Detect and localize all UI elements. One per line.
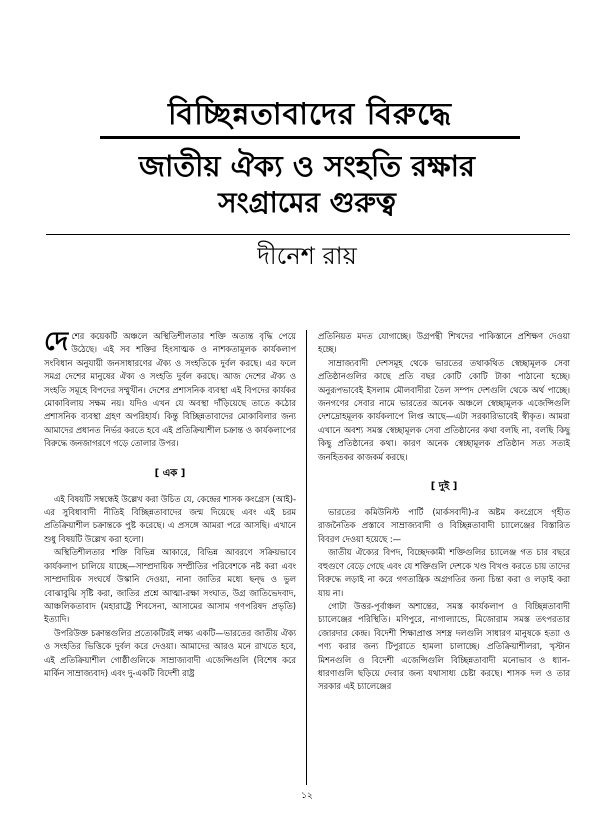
- title-underline: [100, 136, 520, 139]
- paragraph: অস্থিতিশীলতার শক্তি বিভিন্ন আকারে, বিভিন্ন আবরণে সক্রিয়ভাবে কার্যকলাপ চালিয়ে যাচ্ছে—সাম্প্রদায়িক সম্প্রীতির পরিবেশকে নষ্ট করা এবং সাম্প্রদায়িক সংঘর্ষে উস্কানি দেওয়া, নানা জাতির মধ্যে ছন্দ্ব ও ভুল বোঝাবুঝি সৃষ্টি করা, জাতির প্রশ্নে আত্মা-রক্ষা সংঘাত, উগ্র জাতিভেদবাদ, আঞ্চলিকতাবাদ (মহারাষ্ট্রে শিবসেনা, আসামের আসাম গণপরিষদ প্রভৃতি) ইত্যাদি।: [44, 547, 296, 625]
- paragraph: এই বিষয়টি সম্বন্ধেই উল্লেখ করা উচিত যে, কেন্দ্রের শাসক কংগ্রেস (আই)-এর সুবিধাবাদী নীতিই বিচ্ছিন্নতাবাদের জন্ম দিয়েছে এবং এই চরম প্রতিক্রিয়াশীল চক্রান্তকে পুষ্ট করেছে। এ প্রসঙ্গে আমরা পরে আসছি। এখানে শুধু বিষয়টি উল্লেখ করা হলো।: [44, 493, 296, 544]
- paragraph: গোটা উত্তর-পূর্বাঞ্চল অশান্তের, সমস্ত কার্যকলাপ ও বিচ্ছিন্নতাবাদী চ্যালেঞ্জের পরিস্থিতি। মণিপুরে, নাগাল্যান্ডে, মিজোরাম সমস্ত তৎপরতার জোরদার কেন্দ্র। বিদেশী শিক্ষাপ্রাপ্ত সশস্ত্র দলগুলি সাধারণ মানুষকে হত্যা ও পণ্য করার জন্য টিপুরাতে হামলা চালাচ্ছে। প্রতিক্রিয়াশীলরা, খৃস্টান মিশনগুলি ও বিদেশী এজেন্সিগুলি বিচ্ছিন্নতাবাদী মনোভাব ও ধ্যান-ধারণাগুলি ছড়িয়ে দেবার জন্য যথাসাধ্য চেষ্টা করছে। শাসক দল ও তার সরকার এই চ্যালেঞ্জের: [318, 600, 570, 692]
- paragraph: উপরিউক্ত চক্রান্তগুলির প্রত্যেকটিরই লক্ষ্য একটি—ভারতের জাতীয় ঐক্য ও সংহতির ভিত্তিকে দুর্বল করে দেওয়া। আমাদের আরও মনে রাখতে হবে, এই প্রতিক্রিয়াশীল গোষ্ঠীগুলিকে সাম্রাজ্যবাদী এজেন্সিগুলি (বিশেষ করে মার্কিন সাম্রাজ্যবাদ) এবং দু-একটি বিদেশী রাষ্ট্র: [44, 627, 296, 678]
- paragraph: জাতীয় ঐক্যের বিপদ, বিচ্ছেদকামী শক্তিগুলির চ্যালেঞ্জ গত চার বছরে বহুগুণে বেড়ে গেছে এবং যে শক্তিগুলি দেশকে খণ্ড বিখণ্ড করতে চায় তাদের বিরুদ্ধে লড়াই না করে গণতান্ত্রিক অগ্রগতির জন্য চিন্তা করা ও লড়াই করা যায় না।: [318, 547, 570, 598]
- section-heading-one: [ এক ]: [154, 467, 186, 479]
- article-title-line-2: জাতীয় ঐক্য ও সংহতি রক্ষার: [139, 149, 475, 183]
- page-number: ১২: [301, 791, 313, 801]
- section-heading-two: [ দুই ]: [430, 481, 458, 493]
- column-divider: [306, 330, 307, 785]
- intro-text: শের কয়েকটি অঞ্চলে অস্থিতিশীলতার শক্তি অত্যন্ত বৃদ্ধি পেয়ে উঠেছে। এই সব শক্তির হিংসাত্মক ও নাশকতামূলক কার্যকলাপ সংবিধান অনুযায়ী জনসাধারণের ঐক্য ও সংহতিকে দুর্বল করছে। এর ফলে সমগ্র দেশের মানুষের ঐক্য ও সংহতি দুর্বল করছে। আজ দেশের ঐক্য ও সংহতি সমূহে বিপদের সম্মুখীন। দেশের প্রশাসনিক ব্যবস্থা এই বিপদের কার্যকর মোকাবিলায় সক্ষম নয়। যদিও এখন যে অবস্থা দাঁড়িয়েছে তাতে কঠোর প্রশাসনিক ব্যবস্থা গ্রহণ অপরিহার্য। কিন্তু বিচ্ছিন্নতাবাদের মোকাবিলার জন্য আমাদের প্রধানত নির্ভর করতে হবে এই প্রতিক্রিয়াশীল চক্রান্ত ও কার্যকলাপের বিরুদ্ধে জনজাগরণে গড়ে তোলার উপর।: [44, 331, 296, 449]
- paragraph: ভারতের কমিউনিস্ট পার্টি (মার্কসবাদী)-র অষ্টম কংগ্রেসে গৃহীত রাজনৈতিক প্রস্তাবে সাম্রাজ্যবাদী ও বিচ্ছিন্নতাবাদী চ্যালেঞ্জের বিস্তারিত বিবরণ দেওয়া হয়েছে :—: [318, 507, 570, 544]
- article-title-line-1: বিচ্ছিন্নতাবাদের বিরুদ্ধে: [167, 97, 453, 132]
- drop-cap: দে: [44, 327, 69, 357]
- paragraph: সাম্রাজ্যবাদী দেশসমূহ থেকে ভারতের তথাকথিত স্বেচ্ছামূলক সেবা প্রতিষ্ঠানগুলির কাছে প্রতি বছর কোটি কোটি টাকা পাঠানো হচ্ছে। অনুরূপভাবেই ইসলাম মৌলবাদীরা তৈল সম্পদ দেশগুলি থেকে অর্থ পাচ্ছে। জনগণের সেবার নামে ভারতের অনেক অঞ্চলে স্বেচ্ছামূলক এজেন্সিগুলি দেশদ্রোহমূলক কার্যকলাপে লিপ্ত আছে—এটা সরকারিভাবেই স্বীকৃত। আমরা এখানে অবশ্য সমস্ত স্বেচ্ছামূলক সেবা প্রতিষ্ঠানের কথা বলছি না, বলছি কিছু কিছু প্রতিষ্ঠানের কথা। কারণ অনেক স্বেচ্ছামূলক প্রতিষ্ঠান সত্য সত্যই জনহিতকর কাজকর্ম করছে।: [318, 357, 570, 462]
- paragraph: প্রতিনিয়ত মদত যোগাচ্ছে। উগ্রপন্থী শিখদের পাকিস্তানে প্রশিক্ষণ দেওয়া হচ্ছে।: [318, 331, 570, 355]
- right-column: [318, 330, 570, 694]
- article-title-line-3: সংগ্রামের গুরুত্ব: [218, 186, 396, 219]
- author-name: দীনেশ রায়: [257, 242, 357, 270]
- left-column: [44, 327, 296, 680]
- intro-paragraph: [44, 327, 296, 451]
- header-divider: [46, 234, 570, 235]
